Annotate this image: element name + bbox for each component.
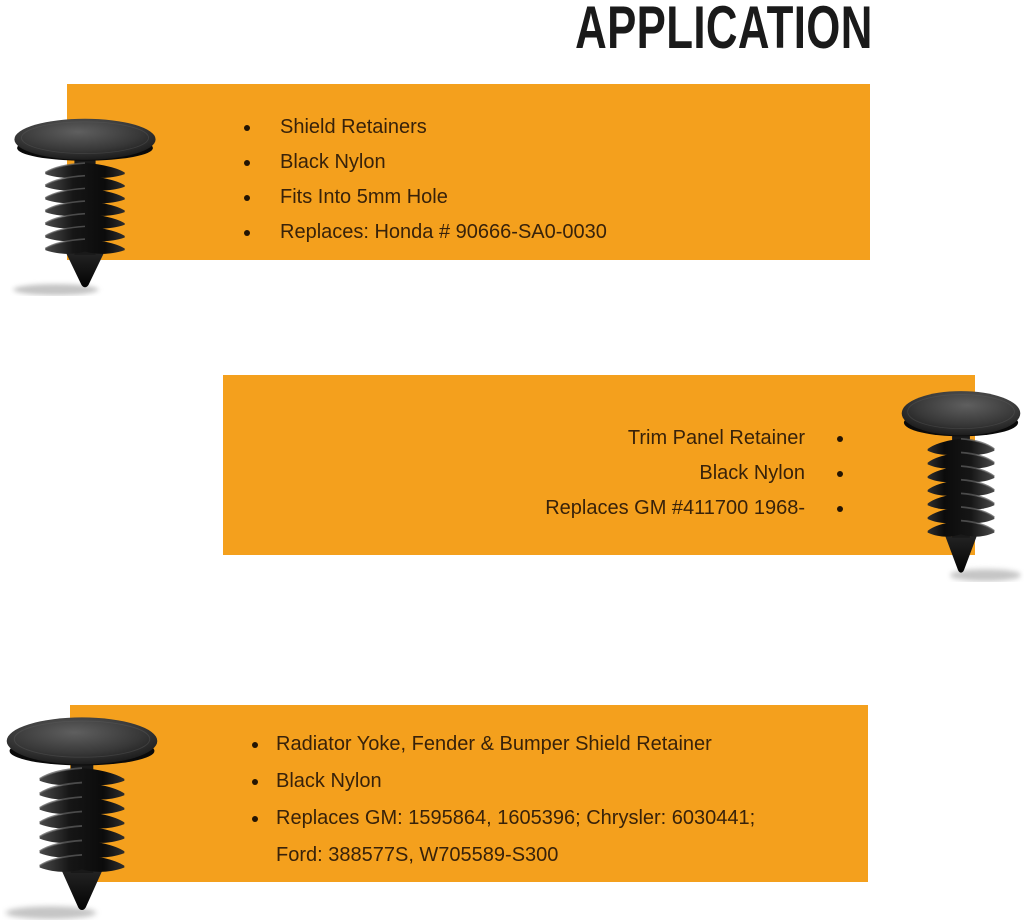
bullet-dot xyxy=(252,816,258,822)
bullet-text: Black Nylon xyxy=(699,462,805,484)
bullet-item xyxy=(223,421,843,456)
bullet-dot xyxy=(252,742,258,748)
banner-trim-panel-retainer xyxy=(223,375,975,555)
push-pin-clip-image-top xyxy=(10,114,160,296)
bullet-dot xyxy=(837,436,843,442)
bullet-text: Black Nylon xyxy=(276,770,382,792)
bullet-dot xyxy=(244,160,250,166)
bullet-dot xyxy=(244,125,250,131)
bullet-text: Replaces GM: 1595864, 1605396; Chrysler: 6030441; Ford: 388577S, W705589-S300 xyxy=(276,807,756,866)
bullet-item xyxy=(244,110,870,145)
bullet-item xyxy=(252,800,868,874)
bullet-text: Radiator Yoke, Fender & Bumper Shield Retainer xyxy=(276,733,712,755)
bullet-dot xyxy=(252,779,258,785)
bullet-text: Shield Retainers xyxy=(280,116,427,138)
bullet-item xyxy=(244,180,870,215)
bullet-text: Trim Panel Retainer xyxy=(627,427,805,449)
bullet-item xyxy=(223,491,843,526)
bullet-item xyxy=(244,215,870,250)
bullet-item xyxy=(223,456,843,491)
bullet-list-radiator-yoke-retainer xyxy=(70,705,868,874)
bullet-text: Fits Into 5mm Hole xyxy=(280,186,448,208)
bullet-dot xyxy=(837,506,843,512)
bullet-text: Replaces GM #411700 1968- xyxy=(545,497,805,519)
bullet-list-shield-retainers xyxy=(67,84,870,250)
page-title: APPLICATION xyxy=(575,0,873,61)
bullet-dot xyxy=(244,230,250,236)
bullet-text: Black Nylon xyxy=(280,151,386,173)
bullet-dot xyxy=(244,195,250,201)
bullet-text: Replaces: Honda # 90666-SA0-0030 xyxy=(280,221,607,243)
bullet-item xyxy=(244,145,870,180)
bullet-list-trim-panel-retainer xyxy=(223,375,975,526)
banner-shield-retainers xyxy=(67,84,870,260)
banner-radiator-yoke-retainer xyxy=(70,705,868,882)
push-pin-clip-image-bottom xyxy=(2,712,162,920)
bullet-item xyxy=(252,726,868,763)
bullet-dot xyxy=(837,471,843,477)
push-pin-clip-image-middle xyxy=(898,386,1024,582)
bullet-item xyxy=(252,763,868,800)
